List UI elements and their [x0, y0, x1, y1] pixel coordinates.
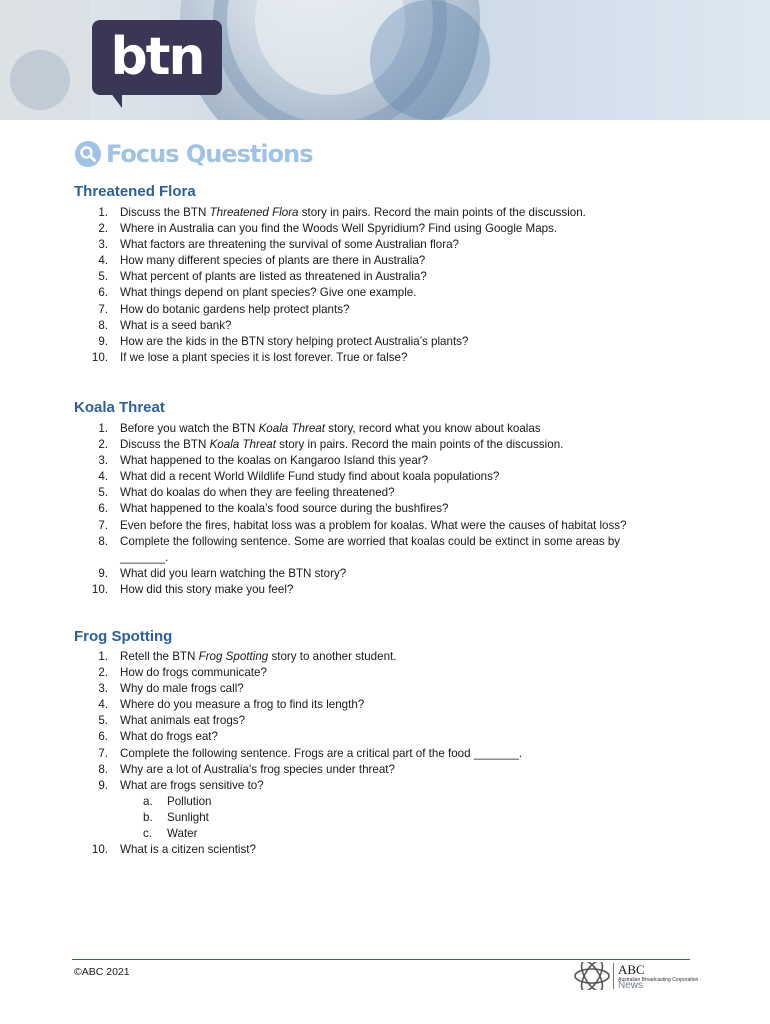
question-text-part: Discuss the BTN — [120, 206, 210, 219]
question-item — [0, 437, 770, 453]
question-text-part: What do koalas do when they are feeling threatened? — [120, 486, 395, 500]
question-text — [120, 453, 428, 469]
story-title: Koala Threat — [258, 422, 325, 435]
sub-question-item — [0, 794, 770, 810]
sub-question-item — [0, 810, 770, 826]
question-number: 7. — [98, 746, 108, 760]
question-text-part: What animals eat frogs? — [120, 714, 246, 728]
question-text — [120, 334, 468, 350]
question-text-part: How do botanic gardens help protect plants? — [120, 302, 350, 316]
abc-logo-divider — [613, 963, 614, 989]
question-number: 8. — [98, 318, 108, 332]
sub-question-letter: a. — [143, 794, 153, 808]
question-text — [120, 205, 586, 221]
question-text — [120, 681, 244, 697]
btn-logo-text: btn — [110, 27, 204, 87]
question-number: 8. — [98, 762, 108, 776]
question-text-part: What do frogs eat? — [120, 730, 218, 744]
question-item — [0, 453, 770, 469]
question-text-part: Where in Australia can you find the Woods Well Spyridium? Find using Google Maps. — [120, 222, 558, 236]
question-number: 6. — [98, 502, 108, 516]
question-number: 3. — [98, 238, 108, 252]
question-item — [0, 269, 770, 285]
question-number: 5. — [98, 486, 108, 500]
question-text — [120, 582, 293, 598]
question-number: 10. — [91, 843, 108, 857]
question-text-part: What is a seed bank? — [120, 318, 232, 332]
sub-question-text: Water — [167, 827, 198, 841]
question-text — [120, 318, 232, 334]
question-text-part: What happened to the koalas on Kangaroo Island this year? — [120, 454, 429, 468]
question-text-part: What things depend on plant species? Give one example. — [120, 286, 417, 300]
question-text — [120, 762, 395, 778]
question-text — [120, 221, 557, 237]
question-item — [0, 582, 770, 598]
question-text — [120, 746, 522, 762]
section-title-koala-threat: Koala Threat — [74, 399, 165, 416]
question-text — [120, 778, 264, 794]
question-text — [120, 501, 449, 517]
question-item — [0, 649, 770, 665]
question-text — [120, 437, 563, 453]
question-text-part: What did a recent World Wildlife Fund study find about koala populations? — [120, 470, 500, 484]
question-text-part: How are the kids in the BTN story helping protect Australia’s plants? — [120, 334, 469, 348]
question-item — [0, 501, 770, 517]
sub-question-letter: b. — [143, 810, 153, 824]
question-text — [120, 729, 218, 745]
question-number: 4. — [98, 470, 108, 484]
frog-spotting-questions — [0, 649, 770, 858]
question-number: 8. — [98, 534, 108, 548]
question-number: 7. — [98, 302, 108, 316]
question-item — [0, 205, 770, 221]
footer-copyright: ©ABC 2021 — [74, 966, 130, 978]
question-text-part: Where do you measure a frog to find its length? — [120, 698, 365, 712]
question-item — [0, 665, 770, 681]
question-number: 3. — [98, 682, 108, 696]
question-text — [120, 237, 459, 253]
question-item — [0, 762, 770, 778]
sub-question-text: Sunlight — [167, 810, 209, 824]
question-text-part: story in pairs. Record the main points of the discussion. — [298, 206, 586, 219]
question-text — [120, 469, 499, 485]
question-text-part: Even before the fires, habitat loss was a problem for koalas. What were the causes of habitat loss? — [120, 518, 627, 532]
sub-question-letter: c. — [143, 827, 153, 841]
sub-question-item — [0, 826, 770, 842]
question-number: 1. — [98, 206, 108, 219]
question-item — [0, 681, 770, 697]
magnifier-icon — [74, 140, 102, 168]
question-item — [0, 318, 770, 334]
question-text — [120, 285, 416, 301]
abc-subtitle: Australian Broadcasting Corporation — [618, 977, 699, 983]
question-text-part: Discuss the BTN — [120, 438, 210, 452]
question-item — [0, 746, 770, 762]
threatened-flora-questions — [0, 205, 770, 366]
sub-question-text: Pollution — [167, 794, 212, 808]
question-text — [120, 534, 620, 550]
question-item — [0, 534, 770, 550]
question-number: 1. — [98, 422, 108, 435]
question-item — [0, 842, 770, 858]
focus-questions-heading — [74, 139, 312, 169]
question-text — [120, 566, 346, 582]
question-item — [0, 469, 770, 485]
question-text-part: What did you learn watching the BTN story? — [120, 566, 347, 580]
question-text — [120, 350, 407, 366]
section-title-frog-spotting: Frog Spotting — [74, 628, 173, 645]
focus-questions-title: Focus Questions — [106, 140, 313, 168]
question-text-part: story, record what you know about koalas — [324, 422, 541, 435]
question-text — [120, 665, 267, 681]
question-text-part: Before you watch the BTN — [120, 422, 259, 435]
question-text-part: If we lose a plant species it is lost forever. True or false? — [120, 350, 408, 364]
question-text-part: How do frogs communicate? — [120, 666, 267, 680]
question-text-part: Why do male frogs call? — [120, 682, 244, 696]
question-number: 9. — [98, 334, 108, 348]
question-text-part: Retell the BTN — [120, 650, 199, 663]
section-title-threatened-flora: Threatened Flora — [74, 183, 196, 200]
question-text-part: story to another student. — [268, 650, 397, 663]
question-text-part: What happened to the koala’s food source during the bushfires? — [120, 502, 449, 516]
abc-news-label: News — [618, 980, 644, 991]
question-text-part: What percent of plants are listed as threatened in Australia? — [120, 270, 427, 284]
question-number: 5. — [98, 714, 108, 728]
abc-lissajous-icon — [573, 962, 611, 990]
question-number: 10. — [91, 350, 108, 364]
question-text-continuation: _______. — [120, 550, 169, 564]
question-number: 2. — [98, 222, 108, 236]
question-number: 6. — [98, 286, 108, 300]
question-item — [0, 302, 770, 318]
question-number: 4. — [98, 254, 108, 268]
question-text-part: Why are a lot of Australia’s frog species under threat? — [120, 762, 395, 776]
question-text-part: story in pairs. Record the main points of the discussion. — [275, 438, 564, 452]
question-number: 5. — [98, 270, 108, 284]
question-continuation — [0, 550, 770, 566]
question-number: 2. — [98, 666, 108, 680]
question-text — [120, 485, 395, 501]
question-text — [120, 842, 256, 858]
abc-wordmark: ABC — [618, 962, 645, 977]
question-item — [0, 221, 770, 237]
question-text — [120, 697, 364, 713]
question-text-part: Complete the following sentence. Frogs are a critical part of the food _______. — [120, 746, 523, 760]
question-number: 1. — [98, 650, 108, 663]
question-text — [120, 421, 541, 437]
question-text-part: What are frogs sensitive to? — [120, 778, 264, 792]
question-text — [120, 518, 627, 534]
question-item — [0, 237, 770, 253]
question-number: 4. — [98, 698, 108, 712]
question-item — [0, 421, 770, 437]
question-text — [120, 253, 425, 269]
question-item — [0, 778, 770, 794]
footer-divider — [72, 959, 690, 960]
question-text-part: What is a citizen scientist? — [120, 843, 256, 857]
question-number: 6. — [98, 730, 108, 744]
question-number: 3. — [98, 454, 108, 468]
question-item — [0, 253, 770, 269]
question-number: 9. — [98, 566, 108, 580]
question-item — [0, 697, 770, 713]
question-text-part: How did this story make you feel? — [120, 582, 294, 596]
question-item — [0, 350, 770, 366]
question-text — [120, 302, 349, 318]
question-text-part: How many different species of plants are there in Australia? — [120, 254, 426, 268]
question-text — [120, 649, 396, 665]
question-item — [0, 285, 770, 301]
story-title: Threatened Flora — [209, 206, 299, 219]
story-title: Frog Spotting — [198, 650, 269, 663]
question-text — [120, 269, 427, 285]
question-item — [0, 713, 770, 729]
question-text-part: Complete the following sentence. Some are worried that koalas could be extinct in some areas by — [120, 534, 621, 548]
question-number: 9. — [98, 778, 108, 792]
question-item — [0, 566, 770, 582]
story-title: Koala Threat — [209, 438, 276, 452]
question-text — [120, 713, 245, 729]
question-text-part: What factors are threatening the survival of some Australian flora? — [120, 238, 459, 252]
koala-threat-questions — [0, 421, 770, 598]
question-item — [0, 485, 770, 501]
question-number: 10. — [91, 582, 108, 596]
question-number: 7. — [98, 518, 108, 532]
question-item — [0, 334, 770, 350]
question-item — [0, 518, 770, 534]
question-number: 2. — [98, 438, 108, 452]
question-item — [0, 729, 770, 745]
